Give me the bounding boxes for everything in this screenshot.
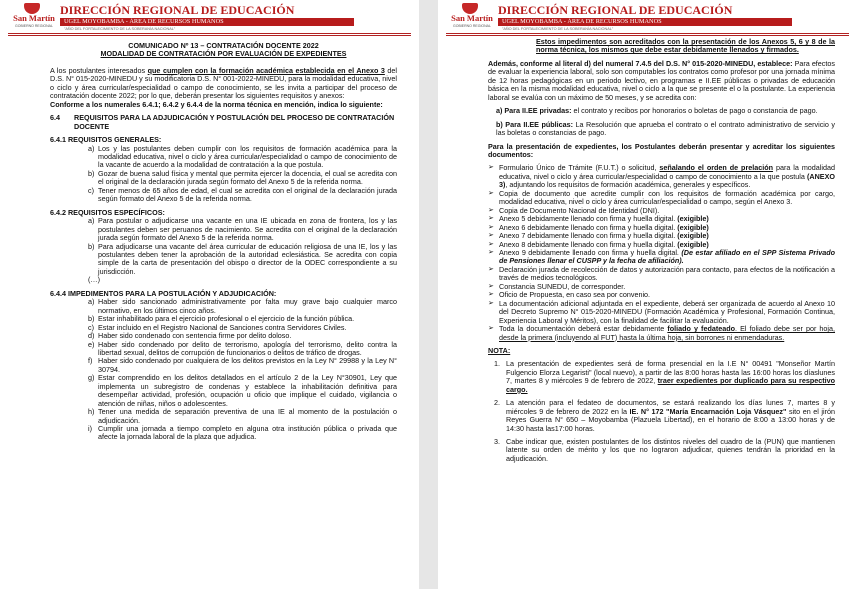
section-6-4-4-heading: 6.4.4 IMPEDIMENTOS PARA LA POSTULACIÓN Y ADJUDICACIÓN: bbox=[50, 288, 277, 298]
item-text: Estar comprendido en los delitos detallados en el artículo 2 de la Ley N°30901, Ley que implementa un subregistro de condenas y establece la inhabilitación definitiva para desempeñar actividad, profesión, ocupación u oficio que implique el cuidado, vigilancia o atención de niñas, niños o adolescentes. bbox=[98, 373, 397, 408]
nota-text-part: sito en el jirón Reyes Guerra N° 650 – Moyobamba (Plazuela Libertad), en el horario de 8:00 a 13:00 horas y de 14:30 hasta las17:00 horas. bbox=[506, 406, 835, 433]
page-1-content bbox=[50, 42, 397, 442]
arrow-bullet-icon: ➢ bbox=[488, 265, 494, 273]
bullet-underlined: . El foliado debe ser por hoja, desde la primera (incluyendo al FUT) hasta la última hoja, sin borrones ni enmendaduras. bbox=[499, 324, 836, 342]
bullet-text-part: Constancia SUNEDU, de corresponder. bbox=[499, 281, 626, 291]
item-marker: h) bbox=[88, 407, 95, 417]
nota-text-part: La atención para el fedateo de documentos, se estará realizando los días lunes 7, martes 8 y miércoles 9 de febrero de 2022 en la bbox=[506, 398, 835, 416]
item-marker: a) bbox=[88, 216, 95, 226]
bullet-bold: (exigible) bbox=[677, 222, 709, 232]
requisito-general-item bbox=[88, 187, 397, 204]
documentos-list bbox=[488, 164, 835, 342]
header-motto: "AÑO DEL FORTALECIMIENTO DE LA SOBERANÍA NACIONAL" bbox=[502, 27, 614, 31]
impedimento-item bbox=[88, 408, 397, 425]
privadas-item: a) Para II.EE privadas: el contrato y recibos por honorarios o boletas de pago o constancia de pago. bbox=[496, 106, 818, 116]
arrow-bullet-icon: ➢ bbox=[488, 232, 494, 240]
impedimento-item bbox=[88, 341, 397, 358]
item-marker: b) bbox=[88, 314, 95, 324]
arrow-bullet-icon: ➢ bbox=[488, 164, 494, 172]
document-bullet-item bbox=[488, 325, 835, 342]
item-marker: b) bbox=[88, 168, 95, 178]
section-6-4-heading: 6.4 REQUISITOS PARA LA ADJUDICACIÓN Y POSTULACIÓN DEL PROCESO DE CONTRATACIÓN DOCENTE bbox=[50, 113, 395, 131]
arrow-bullet-icon: ➢ bbox=[488, 299, 494, 307]
document-bullet-item bbox=[488, 300, 835, 325]
san-martin-logo bbox=[446, 3, 494, 31]
bullet-text-part: Anexo 9 debidamente llenado con firma y huella digital. bbox=[499, 247, 682, 257]
nota-text bbox=[506, 399, 835, 433]
document-page-2 bbox=[438, 0, 857, 589]
nota-text bbox=[506, 438, 835, 463]
document-bullet-item bbox=[488, 266, 835, 283]
arrow-bullet-icon: ➢ bbox=[488, 325, 494, 333]
bullet-text-part: Anexo 6 debidamente llenado con firma y huella digital. bbox=[499, 222, 678, 232]
presentacion-paragraph: Para la presentación de expedientes, los Postulantes deberán presentar y acreditar los siguientes documentos: bbox=[488, 141, 835, 159]
intro-paragraph: A los postulantes interesados que cumplen con la formación académica establecida en el Anexo 3 del D.S. N° 015-2020-MINEDU y su modificatoria D.S. N° 001-2022-MINEDU, para la modalidad educativa, nivel o ciclo y área curricular/especialidad o campo de conocimiento, se les invita a participar del proceso de contratación docente 2022; por lo que, deberán presentar los siguientes requisitos y anexos: bbox=[50, 65, 398, 101]
san-martin-logo bbox=[8, 3, 56, 31]
header-motto: "AÑO DEL FORTALECIMIENTO DE LA SOBERANÍA NACIONAL" bbox=[64, 27, 176, 31]
impedimento-item bbox=[88, 298, 397, 315]
logo-subtext: GOBIERNO REGIONAL bbox=[453, 24, 491, 28]
bullet-bold-italic: (De estar afiliado en el SPP Sistema Privado de Pensiones llenar el CUSPP y la fecha de afiliación). bbox=[499, 247, 835, 266]
requisitos-generales-list bbox=[50, 145, 397, 204]
nota-number: 2. bbox=[494, 398, 500, 408]
arrow-bullet-icon: ➢ bbox=[488, 282, 494, 290]
bullet-text-part: , adjuntando los requisitos de formación académica, generales y específicos. bbox=[505, 180, 751, 190]
nota-item bbox=[494, 438, 835, 463]
page-2-content bbox=[488, 38, 835, 463]
item-text: Cumplir una jornada a tiempo completo en alguna otra institución pública o privada que afecte la jornada laboral de la plaza que adjudica. bbox=[98, 424, 397, 442]
bullet-text bbox=[499, 249, 835, 266]
item-marker: c) bbox=[88, 185, 94, 195]
nota-heading: NOTA: bbox=[488, 345, 511, 355]
item-text: Haber sido condenado con sentencia firme por delito doloso. bbox=[98, 331, 292, 341]
nota-number: 1. bbox=[494, 359, 500, 369]
item-text: Haber sido condenado por cualquiera de los delitos previstos en la Ley N° 29988 y la Ley N° 30794. bbox=[98, 356, 397, 374]
header-band: UGEL MOYOBAMBA - ÁREA DE RECURSOS HUMANOS bbox=[60, 18, 354, 26]
publicas-item: b) Para II.EE públicas: La Resolución que aprueba el contrato o el contrato administrativo de servicio y las boletas o constancias de pago. bbox=[496, 119, 835, 138]
item-marker: f) bbox=[88, 356, 93, 366]
bullet-bold: (exigible) bbox=[677, 239, 709, 249]
item-text: Haber sido condenado por delito de terrorismo, apología del terrorismo, delito contra la libertad sexual, delitos de corrupción de funcionarios o delitos de tráfico de drogas. bbox=[98, 339, 397, 357]
item-marker: e) bbox=[88, 339, 95, 349]
bullet-text bbox=[499, 325, 835, 342]
requisitos-especificos-list bbox=[50, 217, 397, 276]
bullet-text-part: Copia de Documento Nacional de Identidad (DNI). bbox=[499, 205, 660, 215]
impedimento-item bbox=[88, 357, 397, 374]
impedimento-item bbox=[88, 374, 397, 408]
bullet-text-part: Toda la documentación deberá estar debidamente bbox=[499, 324, 668, 334]
impedimento-item bbox=[88, 425, 397, 442]
requisito-general-item bbox=[88, 170, 397, 187]
arrow-bullet-icon: ➢ bbox=[488, 248, 494, 256]
item-marker: a) bbox=[88, 143, 95, 153]
bullet-text-part: Formulario Único de Trámite (F.U.T.) o solicitud, bbox=[499, 163, 660, 173]
item-marker: b) bbox=[88, 241, 95, 251]
bullet-emphasis: señalando el orden de prelación bbox=[659, 163, 774, 173]
header-band: UGEL MOYOBAMBA - ÁREA DE RECURSOS HUMANOS bbox=[498, 18, 792, 26]
requisito-especifico-item bbox=[88, 217, 397, 242]
bullet-text-part: Anexo 7 debidamente llenado con firma y huella digital. bbox=[499, 231, 678, 241]
header-title: DIRECCIÓN REGIONAL DE EDUCACIÓN bbox=[498, 3, 733, 17]
item-marker: g) bbox=[88, 373, 95, 383]
bullet-text-part: para la modalidad educativa, nivel o ciclo y área curricular/especialidad o campo de conocimiento a la que postula bbox=[499, 163, 835, 181]
bullet-bold: (exigible) bbox=[677, 214, 709, 224]
nota-item bbox=[494, 360, 835, 394]
arrow-bullet-icon: ➢ bbox=[488, 206, 494, 214]
item-text: Estar inhabilitado para el ejercicio profesional o el ejercicio de la función pública. bbox=[98, 314, 355, 324]
nota-text bbox=[506, 360, 835, 394]
item-marker: c) bbox=[88, 322, 94, 332]
item-marker: i) bbox=[88, 424, 92, 434]
bullet-emphasis: foliado y fedateado bbox=[667, 324, 736, 334]
nota-bold: IE. N° 172 "María Encarnación Loja Vásquez" bbox=[629, 406, 787, 416]
document-bullet-item bbox=[488, 249, 835, 266]
bullet-text-part: La documentación adicional adjuntada en el expediente, deberá ser organizada de acuerdo al Anexo 10 del Decreto Supremo N° 015-2020-MINEDU (Formación Académica y Profesional, Formación Continua, Experiencia Laboral y Méritos), con la finalidad de facilitar la evaluación. bbox=[499, 298, 835, 325]
item-text: Tener una medida de separación preventiva de una IE al momento de la postulación o adjudicación. bbox=[98, 407, 397, 425]
page-header bbox=[446, 3, 849, 36]
section-6-4-1-heading: 6.4.1 REQUISITOS GENERALES: bbox=[50, 135, 162, 145]
requisito-general-item bbox=[88, 145, 397, 170]
item-text: Para postular o adjudicarse una vacante en una IE ubicada en zona de frontera, los y las postulantes deben ser peruanos de nacimiento. Se acredita con el original de la declaración jurada según formato del Anexo 5 de la referida norma. bbox=[98, 216, 397, 243]
experiencia-paragraph: Además, conforme al literal d) del numeral 7.4.5 del D.S. N° 015-2020-MINEDU, establece: Para efectos de evaluar la experiencia laboral, solo son computables los contratos como profesor por una jornada mínima de 12 horas pedagógicas en un periodo lectivo, en programas e II.EE públicas o privadas de educación básica en la misma modalidad educativa, nivel o ciclo a la que se presente el o la postulante. La experiencia laboral se evalúa con un máximo de 50 meses, y se acredita con: bbox=[488, 58, 835, 102]
item-text: Los y las postulantes deben cumplir con los requisitos de formación académica para la modalidad educativa, nivel o ciclo y área curricular/especialidad o campo de conocimiento de la vacante de acuerdo a la modalidad de contratación a la que postula. bbox=[98, 143, 397, 170]
page-header bbox=[8, 3, 411, 36]
impedimentos-list bbox=[50, 298, 397, 442]
document-bullet-item bbox=[488, 164, 835, 189]
bullet-bold: (ANEXO 3) bbox=[499, 171, 835, 190]
communique-subtitle: MODALIDAD DE CONTRATACIÓN POR EVALUACIÓN DE EXPEDIENTES bbox=[100, 49, 347, 59]
bullet-bold: (exigible) bbox=[677, 231, 709, 241]
bullet-text bbox=[499, 164, 835, 189]
bullet-text-part: Oficio de Propuesta, en caso sea por convenio. bbox=[499, 290, 651, 300]
bullet-text bbox=[499, 266, 835, 283]
impedimentos-note: Estos impedimentos son acreditados con la presentación de los Anexos 5, 6 y 8 de la norma técnica, los mismos que debe estar debidamente llenados y firmados. bbox=[536, 37, 835, 55]
arrow-bullet-icon: ➢ bbox=[488, 215, 494, 223]
nota-item bbox=[494, 399, 835, 433]
bullet-text bbox=[499, 190, 835, 207]
item-text: Tener menos de 65 años de edad, el cual se acredita con el original de la declaración jurada según formato del Anexo 5 de la referida norma. bbox=[98, 185, 397, 204]
bullet-text-part: Anexo 5 debidamente llenado con firma y huella digital. bbox=[499, 214, 678, 224]
communique-title: COMUNICADO Nº 13 – CONTRATACIÓN DOCENTE 2022 bbox=[128, 41, 319, 50]
header-title: DIRECCIÓN REGIONAL DE EDUCACIÓN bbox=[60, 3, 295, 17]
item-text: Haber sido sancionado administrativamente por falta muy grave bajo cualquier marco normativo, en los últimos cinco años. bbox=[98, 297, 397, 315]
item-text: Para adjudicarse una vacante del área curricular de educación religiosa de una IE, los y las postulantes deben tener la aprobación de la autoridad eclesiástica. Se acredita con copia simple de la carta de presentación del obispo o director de la ODEC correspondiente a su jurisdicción. bbox=[98, 241, 397, 276]
bullet-text-part: Anexo 8 debidamente llenado con firma y huella digital. bbox=[499, 239, 678, 249]
nota-number: 3. bbox=[494, 437, 500, 447]
bullet-text-part: Copia de documento que acredite cumplir con los requisitos de formación académica por cargo, modalidad educativa, nivel o ciclo y área curricular/especialidad o campo, según el Anexo 3. bbox=[499, 188, 835, 207]
arrow-bullet-icon: ➢ bbox=[488, 223, 494, 231]
logo-text: San Martín bbox=[13, 13, 55, 23]
arrow-bullet-icon: ➢ bbox=[488, 291, 494, 299]
ellipsis-text: (…) bbox=[88, 275, 100, 285]
arrow-bullet-icon: ➢ bbox=[488, 189, 494, 197]
nota-emphasis: traer expedientes por duplicado para su respectivo cargo. bbox=[506, 376, 835, 394]
item-marker: d) bbox=[88, 331, 95, 341]
arrow-bullet-icon: ➢ bbox=[488, 240, 494, 248]
bullet-text-part: Declaración jurada de recolección de datos y autorización para contacto, para efectos de la notificación a través de medios tecnológicos. bbox=[499, 264, 835, 283]
logo-subtext: GOBIERNO REGIONAL bbox=[15, 24, 53, 28]
notes-list bbox=[488, 360, 835, 463]
section-6-4-2-heading: 6.4.2 REQUISITOS ESPECÍFICOS: bbox=[50, 207, 165, 217]
item-text: Estar incluido en el Registro Nacional de Sanciones contra Servidores Civiles. bbox=[98, 322, 347, 332]
bullet-text bbox=[499, 300, 835, 325]
item-text: Gozar de buena salud física y mental que permita ejercer la docencia, el cual se acredita con el original de la declaración jurada según formato del Anexo 5 de la referida norma. bbox=[98, 168, 397, 187]
conforme-paragraph: Conforme a los numerales 6.4.1; 6.4.2 y 6.4.4 de la norma técnica en mención, indica lo siguiente: bbox=[50, 99, 383, 109]
nota-text-part: La presentación de expedientes será de forma presencial en la I.E N° 00491 "Monseñor Martín Fulgencio Elorza Legaristi" (local nuevo), a partir de las 8:00 horas hasta las 16:00 horas los díaslunes 7, martes 8 y miércoles 9 de febrero de 2022, bbox=[506, 359, 835, 386]
document-page-1 bbox=[0, 0, 419, 589]
document-bullet-item bbox=[488, 190, 835, 207]
requisito-especifico-item bbox=[88, 243, 397, 277]
nota-text-part: Cabe indicar que, existen postulantes de los distintos niveles del cuadro de la (PUN) que mantienen latente su orden de mérito y los que no lograron adjudicar, quienes tendrán la prioridad en la adjudicación. bbox=[506, 437, 835, 463]
item-marker: a) bbox=[88, 297, 95, 307]
logo-text: San Martín bbox=[451, 13, 493, 23]
